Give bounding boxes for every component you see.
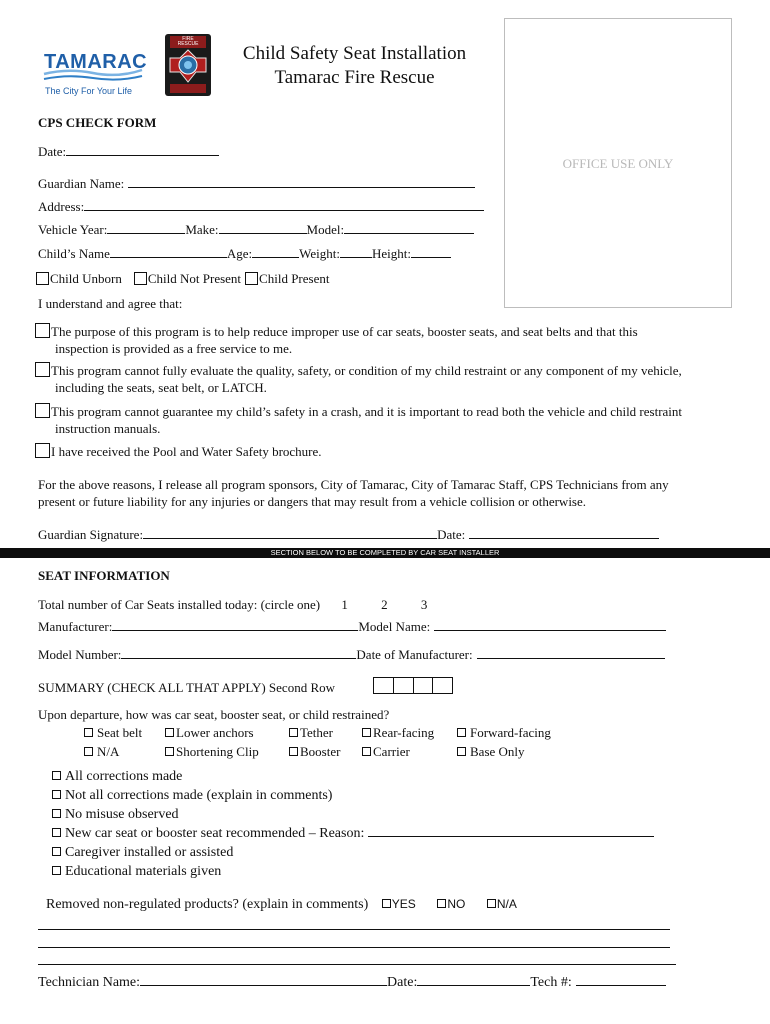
fire-rescue-badge (162, 32, 214, 98)
child-row (38, 245, 451, 262)
release-line-1: For the above reasons, I release all program sponsors, City of Tamarac, City of Tamarac Staff, CPS Technicians from any (38, 477, 669, 492)
seat-belt-checkbox[interactable] (84, 728, 93, 737)
outcome-checkbox[interactable] (52, 828, 61, 837)
tech-date-field[interactable] (417, 973, 530, 986)
na-restraint-checkbox[interactable] (84, 747, 93, 756)
manufacturer-row (38, 618, 666, 635)
agreement-checkbox[interactable] (35, 443, 50, 458)
comment-line[interactable] (38, 964, 676, 965)
yes-option (382, 897, 416, 911)
restraint-row-2e (457, 744, 525, 760)
booster-label: Booster (300, 744, 341, 759)
na-restraint-label: N/A (97, 744, 120, 759)
second-row-box[interactable] (414, 678, 434, 693)
signature-date-field[interactable] (469, 526, 659, 539)
yes-label: YES (391, 897, 416, 911)
outcome-checkbox[interactable] (52, 809, 61, 818)
removed-products-row (46, 897, 517, 913)
model-label: Model: (306, 222, 345, 237)
technician-name-field[interactable] (140, 973, 387, 986)
outcome-list (52, 768, 654, 882)
agreement-line-1: This program cannot guarantee my child’s safety in a crash, and it is important to read both the vehicle and child restraint (51, 404, 683, 419)
date-field[interactable] (66, 143, 219, 156)
outcome-item (52, 768, 654, 787)
address-row (38, 198, 484, 215)
agreement-line-1: The purpose of this program is to help reduce improper use of car seats, booster seats, and seat belts and that this (51, 324, 638, 339)
lower-anchors-checkbox[interactable] (165, 728, 174, 737)
agree-intro: I understand and agree that: (38, 296, 183, 311)
outcome-label: No misuse observed (65, 806, 179, 822)
childs-name-field[interactable] (110, 245, 227, 258)
base-only-label: Base Only (470, 744, 525, 759)
date-of-manufacturer-field[interactable] (477, 646, 665, 659)
second-row-boxes (373, 677, 453, 694)
comment-line[interactable] (38, 929, 670, 930)
rear-facing-checkbox[interactable] (362, 728, 371, 737)
agreement-item (35, 362, 745, 396)
technician-label: Technician Name: (38, 975, 141, 990)
child-status-row (36, 271, 329, 287)
office-use-label: OFFICE USE ONLY (562, 156, 674, 171)
comment-line[interactable] (38, 947, 670, 948)
na-checkbox[interactable] (487, 899, 496, 908)
total-option-2[interactable]: 2 (381, 597, 388, 612)
agreement-line-2: including the seats, seat belt, or LATCH. (55, 380, 267, 395)
child-not-present-label: Child Not Present (147, 271, 242, 286)
logo-tagline: The City For Your Life (45, 86, 133, 96)
agreement-checkbox[interactable] (35, 362, 50, 377)
agreement-line-1: I have received the Pool and Water Safety brochure. (51, 444, 322, 459)
page-title (222, 42, 487, 90)
form-heading: CPS CHECK FORM (38, 115, 157, 130)
na-label: N/A (496, 897, 517, 911)
outcome-checkbox[interactable] (52, 790, 61, 799)
office-use-box (504, 18, 732, 308)
manufacturer-field[interactable] (112, 618, 358, 631)
vehicle-year-field[interactable] (107, 221, 185, 234)
guardian-signature-row (38, 526, 659, 543)
address-label: Address: (38, 199, 85, 214)
model-number-row (38, 646, 665, 663)
forward-facing-checkbox[interactable] (457, 728, 466, 737)
outcome-item (52, 787, 654, 806)
tech-num-label: Tech #: (530, 975, 572, 990)
model-number-field[interactable] (121, 646, 356, 659)
total-seats-row (38, 597, 427, 613)
seat-belt-label: Seat belt (97, 725, 143, 740)
manufacturer-label: Manufacturer: (38, 619, 113, 634)
no-option (437, 897, 465, 911)
summary-row (38, 680, 335, 696)
model-name-field[interactable] (434, 618, 666, 631)
agreement-line-1: This program cannot fully evaluate the quality, safety, or condition of my child restraint or any component of my vehicle, (51, 363, 682, 378)
restraint-row-1d (362, 725, 434, 741)
date-row (38, 143, 219, 160)
lower-anchors-label: Lower anchors (176, 725, 254, 740)
tether-checkbox[interactable] (289, 728, 298, 737)
child-present-checkbox[interactable] (245, 272, 258, 285)
second-row-box[interactable] (374, 678, 394, 693)
guardian-row (38, 175, 475, 192)
agreement-checkbox[interactable] (35, 403, 50, 418)
address-field[interactable] (84, 198, 484, 211)
outcome-label: All corrections made (65, 769, 183, 784)
child-unborn-checkbox[interactable] (36, 272, 49, 285)
make-field[interactable] (219, 221, 307, 234)
outcome-label: Caregiver installed or assisted (65, 845, 234, 861)
technician-row (38, 973, 666, 991)
vehicle-year-label: Vehicle Year: (38, 222, 108, 237)
title-line-1: Child Safety Seat Installation (242, 43, 467, 64)
carrier-checkbox[interactable] (362, 747, 371, 756)
restraint-row-2d (362, 744, 410, 760)
outcome-checkbox[interactable] (52, 847, 61, 856)
tech-date-label: Date: (387, 975, 418, 990)
outcome-checkbox[interactable] (52, 866, 61, 875)
yes-checkbox[interactable] (382, 899, 391, 908)
installer-section-divider: SECTION BELOW TO BE COMPLETED BY CAR SEAT INSTALLER (0, 548, 770, 558)
total-seats-label: Total number of Car Seats installed today: (circle one) (38, 597, 321, 612)
rear-facing-label: Rear-facing (373, 725, 435, 740)
forward-facing-label: Forward-facing (470, 725, 551, 740)
outcome-label: Not all corrections made (explain in comments) (65, 787, 333, 803)
na-option (487, 897, 517, 911)
restraint-row-2 (84, 744, 119, 760)
childs-name-label: Child’s Name (38, 246, 110, 261)
agreement-checkbox[interactable] (35, 323, 50, 338)
model-field[interactable] (344, 221, 474, 234)
date-of-manufacturer-label: Date of Manufacturer: (356, 647, 473, 662)
restraint-row-1c (289, 725, 333, 741)
logo-name: TAMARAC (44, 51, 148, 73)
no-checkbox[interactable] (437, 899, 446, 908)
guardian-label: Guardian Name: (38, 176, 125, 191)
badge-text: FIRE RESCUE (177, 36, 199, 47)
age-field[interactable] (252, 245, 299, 258)
booster-checkbox[interactable] (289, 747, 298, 756)
outcome-item (52, 824, 654, 844)
vehicle-row (38, 221, 474, 238)
outcome-label: New car seat or booster seat recommended – Reason: (65, 826, 365, 842)
make-label: Make: (185, 222, 219, 237)
height-label: Height: (371, 246, 411, 261)
agreement-line-2: inspection is provided as a free service to me. (55, 341, 293, 356)
departure-question: Upon departure, how was car seat, booster seat, or child restrained? (38, 707, 390, 722)
tamarac-logo (38, 48, 148, 100)
restraint-row-1e (457, 725, 551, 741)
age-label: Age: (226, 246, 253, 261)
signature-date-label: Date: (437, 527, 466, 542)
guardian-name-field[interactable] (128, 175, 475, 188)
seat-heading: SEAT INFORMATION (38, 568, 170, 583)
outcome-label: Educational materials given (65, 863, 222, 879)
removed-products-label: Removed non-regulated products? (explain in comments) (46, 897, 369, 912)
outcome-item (52, 806, 654, 825)
total-option-3[interactable]: 3 (420, 597, 428, 612)
carrier-label: Carrier (373, 744, 410, 759)
child-present-label: Child Present (259, 271, 330, 286)
restraint-row-2c (289, 744, 340, 760)
outcome-item (52, 863, 654, 882)
reason-field[interactable] (368, 824, 654, 837)
guardian-signature-field[interactable] (143, 526, 437, 539)
weight-field[interactable] (340, 245, 372, 258)
release-paragraph (38, 476, 738, 510)
child-unborn-label: Child Unborn (50, 271, 122, 286)
guardian-signature-label: Guardian Signature: (38, 527, 144, 542)
total-option-1[interactable]: 1 (341, 597, 348, 612)
shortening-clip-checkbox[interactable] (165, 747, 174, 756)
second-row-box[interactable] (394, 678, 414, 693)
model-name-label: Model Name: (358, 619, 431, 634)
restraint-row-1 (84, 725, 142, 741)
release-line-2: present or future liability for any injuries or dangers that may result from a vehicle collision or otherwise. (38, 494, 587, 509)
agreement-item (35, 403, 745, 437)
shortening-clip-label: Shortening Clip (176, 744, 259, 759)
agreement-line-2: instruction manuals. (55, 421, 161, 436)
outcome-checkbox[interactable] (52, 771, 61, 780)
date-label: Date: (38, 144, 67, 159)
outcome-item (52, 844, 654, 863)
no-label: NO (447, 897, 466, 911)
restraint-row-1b (165, 725, 254, 741)
second-row-box[interactable] (433, 678, 452, 693)
tether-label: Tether (300, 725, 334, 740)
summary-label: SUMMARY (CHECK ALL THAT APPLY) Second Row (38, 680, 336, 695)
model-number-label: Model Number: (38, 647, 122, 662)
weight-label: Weight: (299, 246, 340, 261)
base-only-checkbox[interactable] (457, 747, 466, 756)
tech-num-field[interactable] (576, 973, 666, 986)
title-line-2: Tamarac Fire Rescue (274, 67, 435, 88)
agreement-item (35, 443, 735, 460)
child-not-present-checkbox[interactable] (134, 272, 147, 285)
restraint-row-2b (165, 744, 259, 760)
agreement-item (35, 323, 735, 357)
height-field[interactable] (411, 245, 451, 258)
